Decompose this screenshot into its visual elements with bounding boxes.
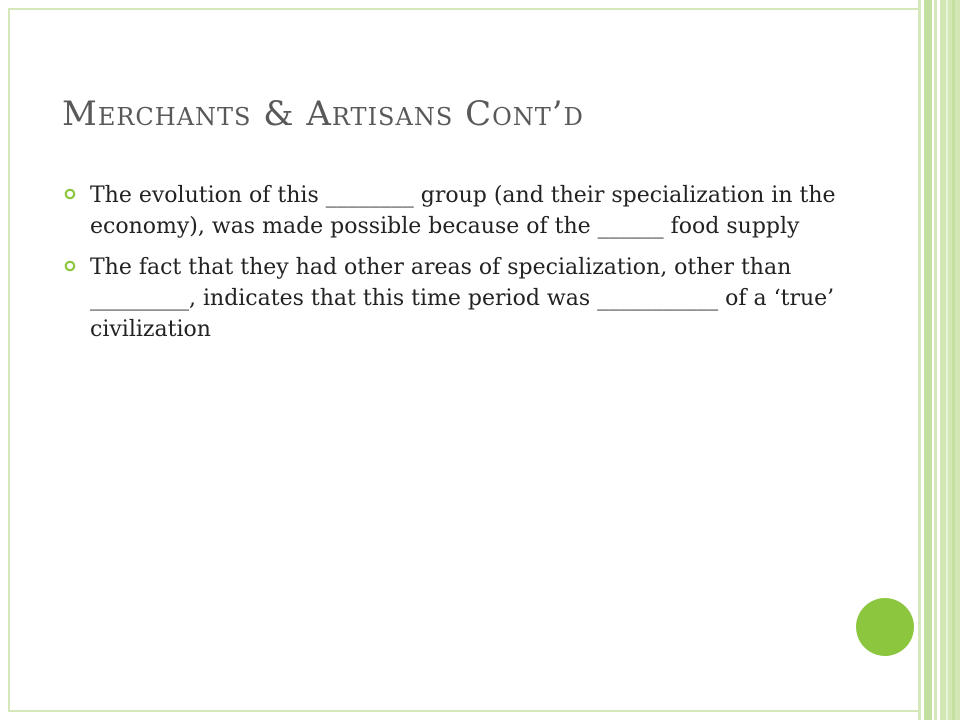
right-stripe: [940, 0, 960, 720]
bullet-item: [62, 180, 842, 242]
right-stripe: [952, 0, 955, 720]
ring-bullet-icon: [64, 260, 76, 272]
slide-title: Merchants & Artisans Cont’d: [62, 94, 584, 134]
bullet-item: [62, 252, 842, 345]
right-stripe: [946, 0, 948, 720]
bullet-text: The fact that they had other areas of specialization, other than _________, indicates that this time period was ___________ of a ‘true’ civilization: [90, 255, 835, 342]
bullet-text: The evolution of this ________ group (and their specialization in the economy), was made possible because of the ______ food supply: [90, 183, 836, 239]
green-circle-decoration: [856, 598, 914, 656]
right-stripe: [934, 0, 937, 720]
ring-bullet-icon: [64, 188, 76, 200]
right-stripe: [924, 0, 932, 720]
bullet-list: [62, 180, 842, 355]
